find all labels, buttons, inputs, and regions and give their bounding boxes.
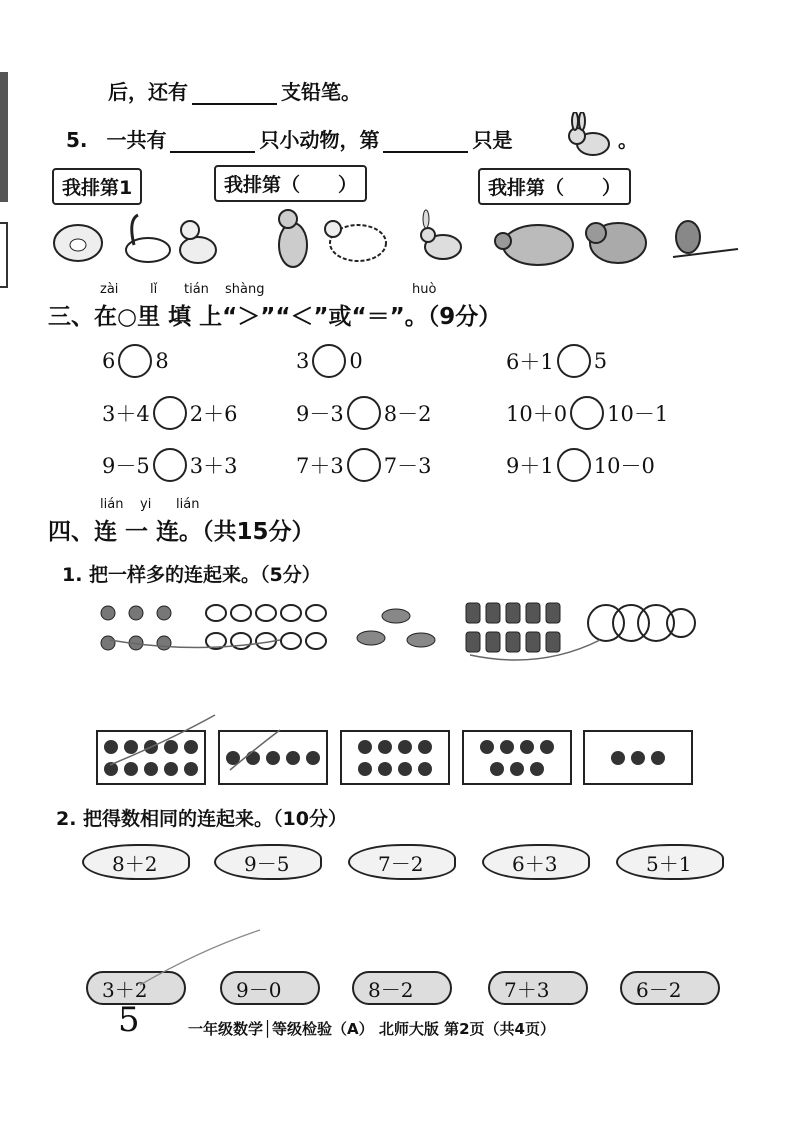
sec4-pinyin-2: yi: [140, 497, 152, 512]
sec4-q2: 2. 把得数相同的连起来。（10分）: [56, 808, 347, 830]
compare-left: 9－5: [102, 454, 150, 478]
worm-expression: 8－2: [368, 978, 414, 1002]
duck-icon: [180, 221, 216, 263]
q5-text-2: 只小动物，第: [259, 128, 380, 152]
worm-card[interactable]: [352, 965, 452, 1007]
dot: [226, 751, 240, 765]
backpack-group-icon: [466, 603, 560, 652]
compare-item: [506, 344, 607, 378]
dot: [266, 751, 280, 765]
q5-line: [66, 124, 512, 153]
compare-item: [102, 448, 237, 482]
parrot-icon: [673, 221, 738, 257]
carrot-group-icon: [101, 606, 171, 650]
dot: [358, 740, 372, 754]
dog-icon: [279, 210, 307, 267]
pig-icon: [54, 225, 102, 261]
dot: [398, 762, 412, 776]
sec3-pinyin-3: tián: [184, 282, 209, 297]
bubble-3[interactable]: 我排第（ ）: [478, 168, 631, 205]
dot: [184, 762, 198, 776]
pumpkin-group-icon: [206, 605, 326, 649]
compare-left: 3: [296, 349, 310, 373]
picture-groups: [96, 598, 696, 668]
handwritten-score: 5: [118, 1000, 140, 1040]
dot-box[interactable]: [96, 730, 206, 785]
mouse-card[interactable]: [82, 840, 192, 882]
compare-right: 10－0: [593, 454, 655, 478]
dot: [480, 740, 494, 754]
compare-circle[interactable]: [557, 448, 591, 482]
worm-card[interactable]: [620, 965, 720, 1007]
compare-item: [296, 448, 431, 482]
sec3-pinyin-2: lǐ: [150, 282, 158, 297]
compare-circle[interactable]: [153, 396, 187, 430]
q5-end: 。: [618, 128, 638, 152]
dot: [306, 751, 320, 765]
rabbit-icon: [421, 210, 461, 259]
compare-right: 2＋6: [189, 402, 238, 426]
compare-circle[interactable]: [153, 448, 187, 482]
compare-right: 8: [155, 349, 169, 373]
compare-left: 3＋4: [102, 402, 150, 426]
dot: [378, 762, 392, 776]
dot: [164, 740, 178, 754]
dot: [124, 740, 138, 754]
dot: [104, 762, 118, 776]
turtle-icon: [495, 225, 573, 265]
dot: [520, 740, 534, 754]
worm-expression: 3＋2: [102, 978, 148, 1002]
q5-blank-2[interactable]: [383, 133, 468, 153]
q5-text-1: 一共有: [106, 128, 167, 152]
bubble-1: 我排第1: [52, 168, 142, 205]
worm-card[interactable]: [220, 965, 320, 1007]
worm-expression: 6－2: [636, 978, 682, 1002]
worm-expression: 7＋3: [504, 978, 550, 1002]
sec4-pinyin-1: lián: [100, 497, 124, 512]
compare-left: 10＋0: [506, 402, 568, 426]
compare-right: 5: [593, 349, 608, 373]
compare-right: 3＋3: [189, 454, 238, 478]
dot: [500, 740, 514, 754]
compare-item: [506, 448, 655, 482]
dot: [104, 740, 118, 754]
compare-item: [296, 396, 431, 430]
worm-card[interactable]: [488, 965, 588, 1007]
q4-prefix: 后，还有: [108, 80, 188, 104]
dot: [286, 751, 300, 765]
dot: [144, 740, 158, 754]
sec4-title: 四、连 一 连。（共15分）: [48, 519, 315, 545]
dot: [490, 762, 504, 776]
sec3-pinyin-5: huò: [412, 282, 437, 297]
dot: [540, 740, 554, 754]
compare-left: 6＋1: [506, 350, 554, 374]
dot: [651, 751, 665, 765]
q4-blank[interactable]: [192, 85, 277, 105]
mouse-card[interactable]: [616, 840, 726, 882]
mouse-expression: 6＋3: [512, 852, 558, 876]
goose-icon: [126, 215, 170, 262]
q5-blank-1[interactable]: [170, 133, 255, 153]
compare-circle[interactable]: [347, 396, 381, 430]
dot-box[interactable]: [583, 730, 693, 785]
fish-group-icon: [357, 609, 435, 647]
compare-circle[interactable]: [312, 344, 346, 378]
mouse-expression: 7－2: [378, 852, 424, 876]
dot: [631, 751, 645, 765]
compare-right: 10－1: [607, 402, 669, 426]
worm-expression: 9－0: [236, 978, 282, 1002]
q5-number: 5.: [66, 128, 88, 152]
mouse-card[interactable]: [214, 840, 324, 882]
compare-right: 8－2: [383, 402, 432, 426]
dot-box[interactable]: [218, 730, 328, 785]
dot: [530, 762, 544, 776]
compare-right: 0: [349, 349, 363, 373]
hippo-icon: [586, 223, 646, 263]
sec4-pinyin-3: lián: [176, 497, 200, 512]
mouse-card[interactable]: [348, 840, 458, 882]
rings-group-icon: [588, 605, 695, 641]
dot: [611, 751, 625, 765]
dot: [164, 762, 178, 776]
sec3-title: 三、在○里 填 上“＞”“＜”或“＝”。（9分）: [48, 304, 502, 330]
q4-suffix: 支铅笔。: [281, 80, 361, 104]
binding-bracket: [0, 222, 8, 288]
compare-right: 7－3: [383, 454, 432, 478]
page-footer: 一年级数学│等级检验（A） 北师大版 第2页（共4页）: [188, 1020, 555, 1038]
bubble-2[interactable]: 我排第（ ）: [214, 165, 367, 202]
dot: [144, 762, 158, 776]
compare-item: [102, 344, 169, 378]
compare-left: 7＋3: [296, 454, 344, 478]
compare-circle[interactable]: [347, 448, 381, 482]
compare-circle[interactable]: [118, 344, 152, 378]
compare-item: [296, 344, 363, 378]
binding-bar: [0, 72, 8, 202]
mouse-expression: 5＋1: [646, 852, 692, 876]
dot: [398, 740, 412, 754]
mouse-expression: 8＋2: [112, 852, 158, 876]
animals-row: [48, 205, 748, 275]
dot: [378, 740, 392, 754]
compare-circle[interactable]: [570, 396, 604, 430]
dot: [184, 740, 198, 754]
q4-tail-line: [108, 76, 361, 105]
compare-item: [102, 396, 237, 430]
dot: [246, 751, 260, 765]
dot: [124, 762, 138, 776]
compare-left: 9－3: [296, 402, 344, 426]
dot: [418, 740, 432, 754]
compare-circle[interactable]: [557, 344, 591, 378]
compare-item: [506, 396, 668, 430]
dot: [418, 762, 432, 776]
sec3-pinyin-4: shàng: [225, 282, 265, 297]
sec3-pinyin-1: zài: [100, 282, 119, 297]
compare-left: 6: [102, 349, 116, 373]
compare-left: 9＋1: [506, 454, 554, 478]
dot-box[interactable]: [462, 730, 572, 785]
dot: [358, 762, 372, 776]
mouse-expression: 9－5: [244, 852, 290, 876]
dot-box[interactable]: [340, 730, 450, 785]
mouse-card[interactable]: [482, 840, 592, 882]
q5-text-3: 只是: [472, 128, 513, 152]
sheep-icon: [325, 221, 386, 261]
sec4-q1: 1. 把一样多的连起来。（5分）: [62, 564, 321, 586]
rabbit-icon: [563, 112, 615, 158]
dot: [510, 762, 524, 776]
